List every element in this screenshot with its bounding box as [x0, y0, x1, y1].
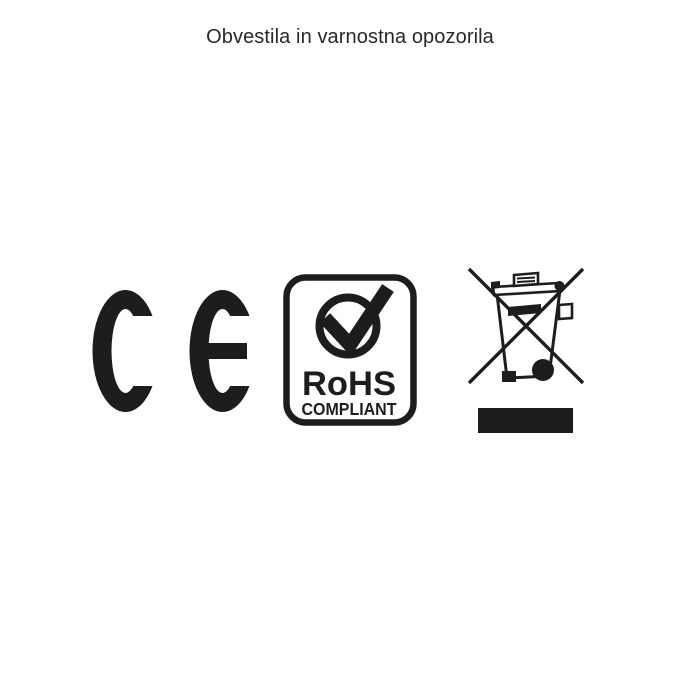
rohs-badge-graphic — [283, 274, 417, 426]
wheelie-bin — [491, 273, 572, 382]
ce-letters-graphic — [92, 289, 258, 413]
rohs-badge — [283, 274, 417, 426]
crossed-out-wheelie-bin-icon — [462, 258, 590, 436]
ce-letter-e — [190, 290, 258, 412]
ce-mark-icon — [92, 289, 258, 413]
rohs-label: RoHS — [302, 365, 396, 403]
weee-black-bar — [478, 408, 573, 433]
page-title: Obvestila in varnostna opozorila — [206, 26, 494, 48]
ce-letter-c — [93, 290, 161, 412]
weee-mark — [462, 258, 590, 436]
rohs-compliant-label: COMPLIANT — [301, 399, 397, 419]
